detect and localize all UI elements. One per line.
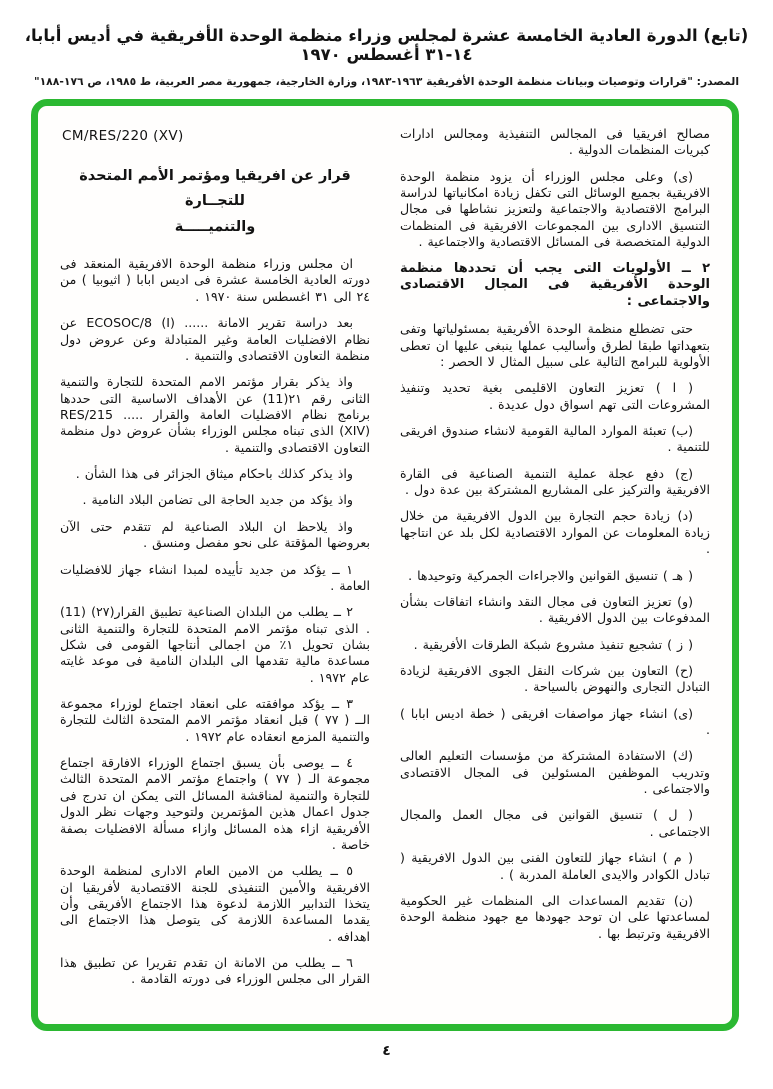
list-item: (ج) دفع عجلة عملية التنمية الصناعية فى القارة الافريقية والتركيز على المشاريع المشتركة بين عدة دول . — [400, 465, 710, 498]
resolution-title — [60, 164, 370, 240]
paragraph: واذ يلاحظ ان البلاد الصناعية لم تتقدم حتى الآن بعروضها المؤقتة على نحو مفصل ومنسق . — [60, 518, 370, 551]
resolution-title-line2: والتنميـــــة — [174, 218, 256, 235]
list-item: (ب) تعبئة الموارد المالية القومية لانشاء صندوق افريقى للتنمية . — [400, 422, 710, 455]
list-item: ( هـ ) تنسيق القوانين والاجراءات الجمركية وتوحيدها . — [408, 567, 693, 583]
paragraph: حتى تضطلع منظمة الوحدة الأفريقية بمسئولياتها وتفى بتعهداتها طبقا لطرق وأساليب عملها ينبغى عليها ان تعطى الأولوية للبرامج التالية على سبيل المثال لا الحصر : — [400, 321, 710, 369]
section-heading: ٢ ــ الأولويات التى يجب أن تحددها منظمة الوحدة الأفريقية فى المجال الاقتصادى والاجتماعى : — [400, 260, 710, 310]
list-item: (ى) انشاء جهاز مواصفات افريقى ( خطة اديس ابابا ) . — [400, 705, 710, 738]
page-number: ٤ — [382, 1043, 391, 1059]
numbered-clause: ٤ ــ يوصى بأن يسبق اجتماع الوزراء الافارقة اجتماع مجموعة الـ ( ٧٧ ) واجتماع مؤتمر الامم المتحدة الثالث للتجارة والتنمية لمناقشة المسائل التى يمكن ان تدرج فى جدول اعمال هذين المؤتمرين ولتوحيد وجهات نظر الدول الأفريقية ازاء هذه المسائل وازاء مسألة الافضليات بصفة خاصة . — [60, 755, 370, 852]
numbered-clause: ٣ ــ يؤكد موافقته على انعقاد اجتماع لوزراء مجموعة الــ ( ٧٧ ) قبل انعقاد مؤتمر الامم المتحدة الثالث للتجارة والتنمية المزمع انعقاده عام ١٩٧٢ . — [60, 696, 370, 744]
paragraph: ان مجلس وزراء منظمة الوحدة الافريقية المنعقد فى دورته العادية الخامسة عشرة فى اديس ابابا ( اثيوبيا ) من ٢٤ الى ٣١ اغسطس سنة ١٩٧٠ . — [60, 256, 370, 304]
right-column — [400, 126, 710, 1008]
list-item: ( ز ) تشجيع تنفيذ مشروع شبكة الطرقات الأفريقية . — [413, 636, 693, 652]
numbered-clause: ٦ ــ يطلب من الامانة ان تقدم تقريرا عن تطبيق هذا القرار الى مجلس الوزراء فى دورته القادمة . — [60, 955, 370, 987]
list-item: (د) زيادة حجم التجارة بين الدول الافريقية من خلال زيادة المعلومات عن الموارد الاقتصادية لكل بلد عن انتاجها . — [400, 508, 710, 557]
resolution-reference: CM/RES/220 (XV) — [62, 128, 184, 144]
resolution-title-line1: قرار عن افريقيا ومؤتمر الأمم المتحدة للتجــارة — [79, 168, 351, 210]
list-item: ( م ) انشاء جهاز للتعاون الفنى بين الدول الافريقية ( تبادل الكوادر والايدى العاملة المدربة ) . — [400, 850, 710, 882]
columns-container — [60, 126, 710, 1008]
list-item: ( ل ) تنسيق القوانين فى مجال العمل والمجال الاجتماعى . — [400, 807, 710, 839]
list-item: (ح) التعاون بين شركات النقل الجوى الافريقية لزيادة التبادل التجارى والنهوض بالسياحة . — [400, 662, 710, 695]
numbered-clause: ٢ ــ يطلب من البلدان الصناعية تطبيق القرار(٢٧) (11) . الذى تبناه مؤتمر الامم المتحدة للتجارة والتنمية الثانى بشان تحويل ١٪ من اجمالى أنتاجها القومى فى شكل مساعدة مالية تقدمها الى البلدان النامية فى موعد غايته عام ١٩٧٢ . — [60, 604, 371, 685]
numbered-clause: ٥ ــ يطلب من الامين العام الادارى لمنظمة الوحدة الافريقية والأمين التنفيذى للجنة الاقتصادية لأفريقيا ان يتخذا التدابير اللازمة لدعوة هذا الاجتماع الأفريقى وأن يقدما المساعدة اللازمة كى يتوصل هذا الاجتماع الى اهدافه . — [60, 863, 370, 944]
numbered-clause: ١ ــ يؤكد من جديد تأييده لمبدا انشاء جهاز للافضليات العامة . — [60, 561, 370, 593]
list-item: ( ا ) تعزيز التعاون الاقليمى بغية تحديد وتنفيذ المشروعات التى تهم اسواق دول عديدة . — [400, 380, 710, 412]
paragraph: واذ يذكر كذلك باحكام ميثاق الجزائر فى هذا الشأن . — [75, 466, 353, 482]
paragraph: مصالح افريقيا فى المجالس التنفيذية ومجالس ادارات كبريات المنظمات الدولية . — [400, 126, 710, 158]
document-frame — [31, 99, 739, 1031]
list-item: (ك) الاستفادة المشتركة من مؤسسات التعليم العالى وتدريب الموظفين المسئولين فى المجال الاقتصادى والاجتماعى . — [400, 748, 710, 797]
page-header — [0, 0, 773, 88]
source-citation: المصدر: "قرارات وتوصيات وبيانات منظمة الوحدة الأفريقية ١٩٦٣-١٩٨٣، وزارة الخارجية، جمهورية مصر العربية، ط ١٩٨٥، ص ١٧٦-١٨٨" — [33, 75, 740, 88]
left-column — [60, 126, 370, 1008]
session-title: (تابع) الدورة العادية الخامسة عشرة لمجلس وزراء منظمة الوحدة الأفريقية في أديس أبابا، ١٤-٣١ أغسطس ١٩٧٠ — [24, 26, 749, 64]
paragraph: (ى) وعلى مجلس الوزراء أن يزود منظمة الوحدة الافريقية بجميع الوسائل التى تكفل زيادة امكانياتها لدراسة البرامج الاقتصادية والاجتماعية ولتعزيز نشاطها فى مجال التنسيق الادارى بين المجموعات الافريقية فى المنظمات الدولية المتخصصة فى المسائل الاقتصادية والاجتماعية . — [400, 168, 710, 250]
paragraph: بعد دراسة تقرير الامانة ...... ECOSOC/8 (I) عن نظام الافضليات العامة وغير المتبادلة وعن عروض دول منظمة التعاون الاقتصادى والتنمية . — [60, 315, 370, 363]
paragraph: واذ يؤكد من جديد الحاجة الى تضامن البلاد النامية . — [82, 492, 353, 508]
list-item: (ن) تقديم المساعدات الى المنظمات غير الحكومية لمساعدتها على ان توحد جهودها مع جهود منظمة الوحدة الافريقية وترتبط بها . — [400, 892, 710, 941]
paragraph: واذ يذكر بقرار مؤتمر الامم المتحدة للتجارة والتنمية الثانى رقم ٢١(11) عن الأهداف الاساسية التى حددها برنامج نظام الافضليات العامة والقرار ..... RES/215 (XIV) الذى تبناه مجلس الوزراء بشأن عروض دول منظمة التعاون الاقتصادى والتنمية . — [60, 374, 370, 455]
list-item: (و) تعزيز التعاون فى مجال النقد وانشاء اتفاقات بشأن المدفوعات بين الدول الافريقية . — [400, 593, 710, 626]
